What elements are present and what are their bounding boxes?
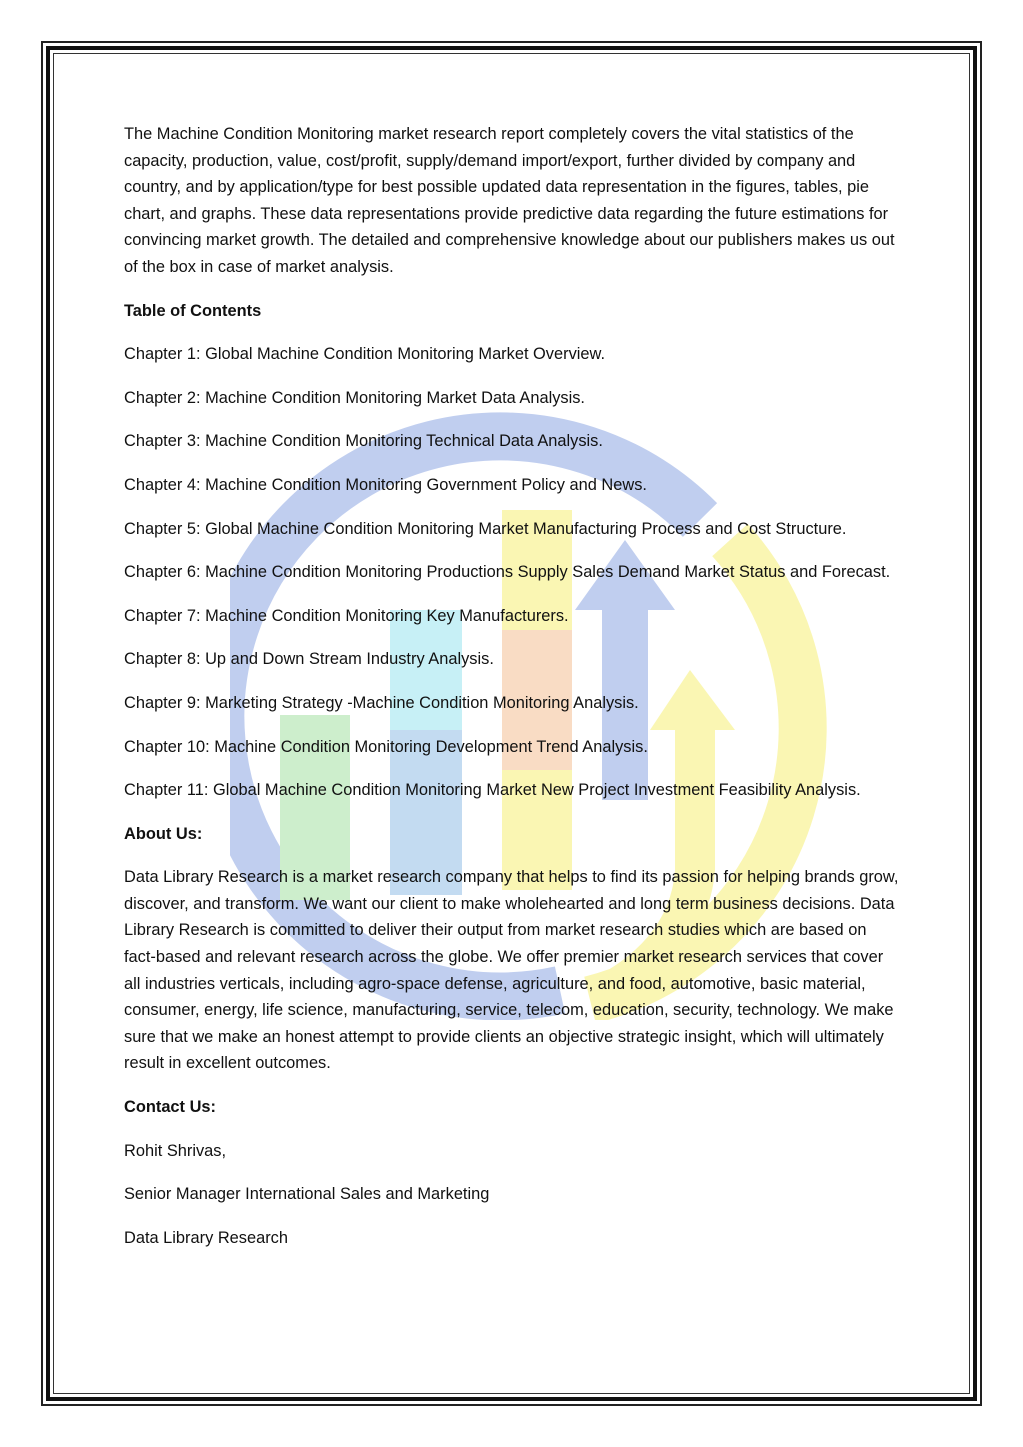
contact-name: Rohit Shrivas, xyxy=(124,1141,227,1160)
contact-title: Senior Manager International Sales and Marketing xyxy=(124,1185,490,1204)
chapter-item: Chapter 10: Machine Condition Monitoring Development Trend Analysis. xyxy=(124,737,648,756)
chapter-item: Chapter 5: Global Machine Condition Monitoring Market Manufacturing Process and Cost Structure. xyxy=(124,519,847,538)
chapter-item: Chapter 9: Marketing Strategy -Machine Condition Monitoring Analysis. xyxy=(124,693,639,712)
toc-heading: Table of Contents xyxy=(124,301,262,320)
chapter-item: Chapter 1: Global Machine Condition Monitoring Market Overview. xyxy=(124,345,606,364)
chapter-item: Chapter 7: Machine Condition Monitoring Key Manufacturers. xyxy=(124,606,569,625)
chapter-item: Chapter 11: Global Machine Condition Monitoring Market New Project Investment Feasibility Analysis. xyxy=(124,781,861,800)
about-heading: About Us: xyxy=(124,824,203,843)
chapter-item: Chapter 3: Machine Condition Monitoring Technical Data Analysis. xyxy=(124,432,603,451)
about-paragraph: Data Library Research is a market research company that helps to find its passion for helping brands grow, discover, and transform. We want our client to make wholehearted and long term business decisions. Data Library Research is committed to deliver their output from market research studies which are based on fact-based and relevant research across the globe. We offer premier market research services that cover all industries verticals, including agro-space defense, agriculture, and food, automotive, basic material, consumer, energy, life science, manufacturing, service, telecom, education, security, technology. We make sure that we make an honest attempt to provide clients an objective strategic insight, which will ultimately result in excellent outcomes. xyxy=(124,868,899,1073)
chapter-item: Chapter 8: Up and Down Stream Industry Analysis. xyxy=(124,650,494,669)
intro-paragraph: The Machine Condition Monitoring market research report completely covers the vital statistics of the capacity, production, value, cost/profit, supply/demand import/export, further divided by company and country, and by application/type for best possible updated data representation in the figures, tables, pie chart, and graphs. These data representations provide predictive data regarding the future estimations for convincing market growth. The detailed and comprehensive knowledge about our publishers makes us out of the box in case of market analysis. xyxy=(124,125,895,276)
contact-heading: Contact Us: xyxy=(124,1098,216,1117)
chapter-item: Chapter 4: Machine Condition Monitoring Government Policy and News. xyxy=(124,475,647,494)
contact-company: Data Library Research xyxy=(124,1228,288,1247)
chapter-item: Chapter 6: Machine Condition Monitoring Productions Supply Sales Demand Market Status and Forecast. xyxy=(124,563,891,582)
document-content xyxy=(124,121,899,1268)
chapter-item: Chapter 2: Machine Condition Monitoring Market Data Analysis. xyxy=(124,388,585,407)
